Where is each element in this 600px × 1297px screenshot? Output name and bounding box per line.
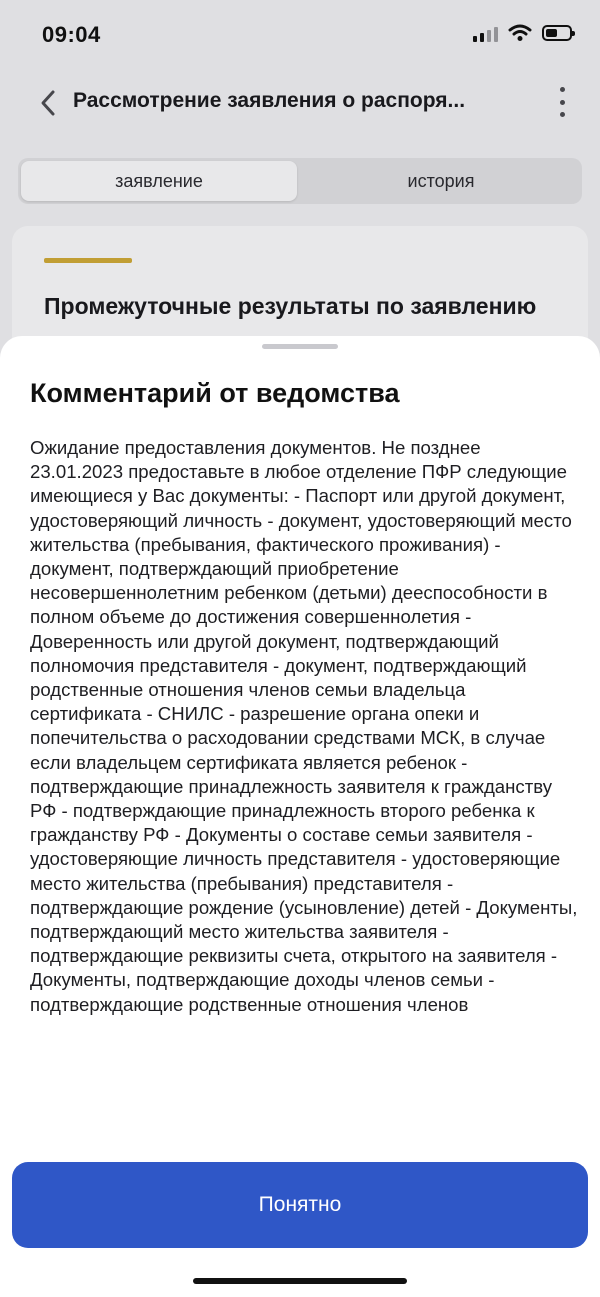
sheet-body-text: Ожидание предоставления документов. Не позднее 23.01.2023 предоставьте в любое отделение ПФР следующие имеющиеся у Вас документы: - Паспорт или другой документ, удостоверяющий личность - документ, удостоверяющий место жительства (пребывания, фактического проживания) - документ, подтверждающий приобретение несовершеннолетним ребенком (детьми) дееспособности в полном объеме до достижения совершеннолетия - Доверенность или другой документ, подтверждающий полномочия представителя - документ, подтверждающий родственные отношения членов семьи владельца сертификата - СНИЛС - разрешение органа опеки и попечительства о расходовании средствами МСК, в случае если владельцем сертификата является ребенок - подтверждающие принадлежность заявителя к гражданству РФ - подтверждающие принадлежность второго ребенка к гражданству РФ - Документы о составе семьи заявителя - удостоверяющие личность представителя - удостоверяющие место жительства (пребывания) представителя - подтверждающие рождение (усыновление) детей - Документы, подтверждающий место жительства заявителя - подтверждающие реквизиты счета, открытого на заявителя - Документы, подтверждающие доходы членов семьи - подтверждающие родственные отношения членов [30,437,578,1015]
tab-history[interactable]: история [407,170,475,191]
sheet-title: Комментарий от ведомства [30,378,400,408]
ok-button[interactable]: Понятно [12,1162,588,1248]
card-title: Промежуточные результаты по заявлению [44,293,537,319]
sheet-grabber[interactable] [262,344,338,349]
bottom-sheet [0,336,600,1297]
page-title: Рассмотрение заявления о распоря... [73,89,466,112]
tab-application[interactable]: заявление [21,161,297,201]
home-indicator [193,1278,407,1284]
status-time: 09:04 [42,22,101,47]
